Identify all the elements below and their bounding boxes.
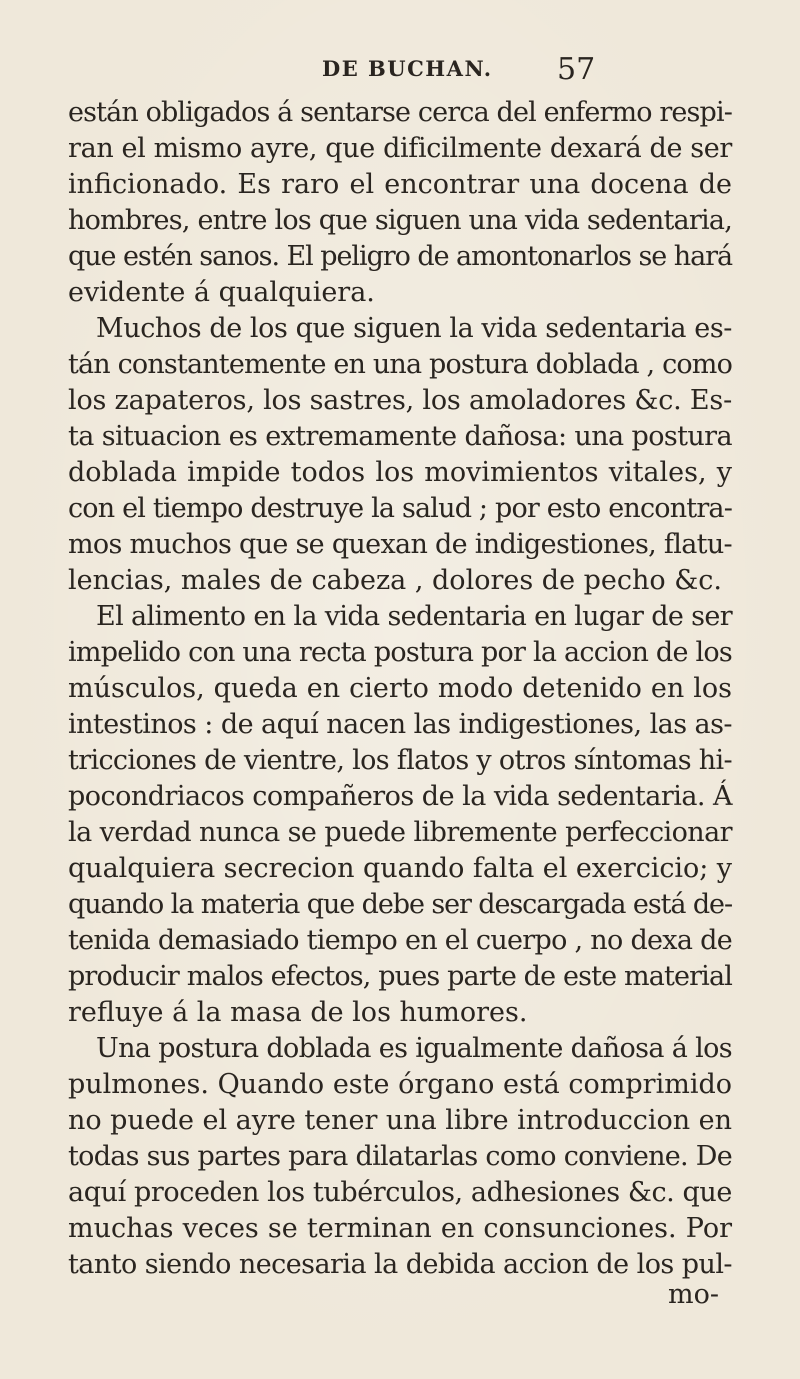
text-line: pocondriacos compañeros de la vida sedentaria. Á [68,781,732,812]
text-line: están obligados á sentarse cerca del enfermo respi- [68,97,732,128]
text-line: ran el mismo ayre, que dificilmente dexará de ser [68,133,732,164]
text-line: tricciones de vientre, los flatos y otros síntomas hi- [68,745,732,776]
text-line: refluye á la masa de los humores. [68,997,528,1028]
text-line: qualquiera secrecion quando falta el exercicio; y [68,853,732,884]
text-line: muchas veces se terminan en consunciones. Por [68,1213,732,1244]
page-number: 57 [557,52,596,87]
text-line: evidente á qualquiera. [68,277,375,308]
page-header [0,52,800,92]
text-line: hombres, entre los que siguen una vida sedentaria, [68,205,732,236]
text-line: músculos, queda en cierto modo detenido en los [68,673,732,704]
text-line: tanto siendo necesaria la debida accion de los pul- [68,1249,732,1280]
text-line: tán constantemente en una postura doblada , como [68,349,732,380]
text-line: que estén sanos. El peligro de amontonarlos se hará [68,241,732,272]
text-line: producir malos efectos, pues parte de este material [68,961,732,992]
text-line: pulmones. Quando este órgano está comprimido [68,1069,732,1100]
text-line: mos muchos que se quexan de indigestiones, flatu- [68,529,732,560]
text-line: Muchos de los que siguen la vida sedentaria es- [96,313,732,344]
text-line: doblada impide todos los movimientos vitales, y [68,457,732,488]
text-line: lencias, males de cabeza , dolores de pecho &c. [68,565,722,596]
catchword: mo- [668,1279,719,1310]
text-line: Una postura doblada es igualmente dañosa á los [96,1033,732,1064]
text-line: con el tiempo destruye la salud ; por esto encontra- [68,493,732,524]
running-head: DE BUCHAN. [322,56,493,81]
text-line: ta situacion es extremamente dañosa: una postura [68,421,732,452]
text-line: no puede el ayre tener una libre introduccion en [68,1105,732,1136]
text-line: intestinos : de aquí nacen las indigestiones, las as- [68,709,732,740]
text-line: la verdad nunca se puede libremente perfeccionar [68,817,732,848]
text-line: tenida demasiado tiempo en el cuerpo , no dexa de [68,925,732,956]
text-line: inficionado. Es raro el encontrar una docena de [68,169,732,200]
text-line: los zapateros, los sastres, los amoladores &c. Es- [68,385,732,416]
text-line: todas sus partes para dilatarlas como conviene. De [68,1141,732,1172]
text-line: El alimento en la vida sedentaria en lugar de ser [96,601,732,632]
text-line: impelido con una recta postura por la accion de los [68,637,732,668]
text-line: quando la materia que debe ser descargada está de- [68,889,732,920]
text-line: aquí proceden los tubérculos, adhesiones &c. que [68,1177,732,1208]
